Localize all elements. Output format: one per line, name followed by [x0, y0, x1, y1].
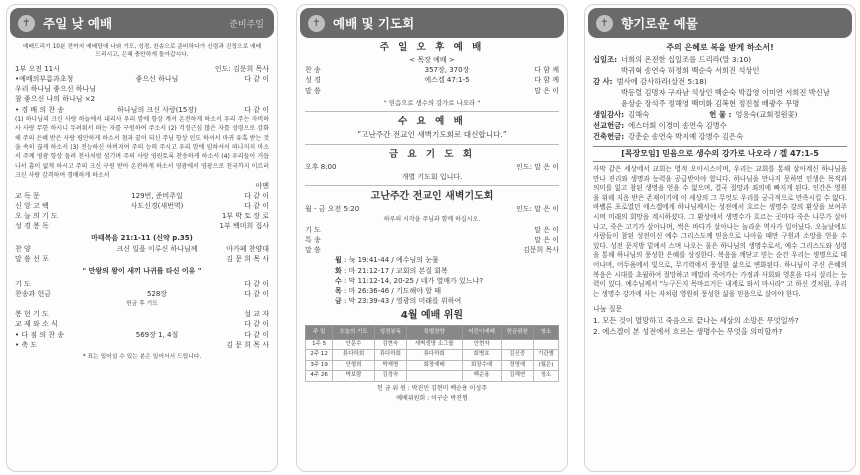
separator: : — [341, 256, 349, 265]
order-leader: 다 같 이 — [244, 75, 269, 84]
table-cell: 안형희 — [333, 360, 375, 371]
volunteer-table — [305, 325, 559, 381]
reading-text: 마 21:12-17 / 교회의 본질 회복 — [348, 266, 448, 275]
offering-label: 헌 물 : — [709, 110, 732, 119]
table-cell: 김해연 — [501, 371, 533, 382]
offering-row — [593, 120, 847, 131]
order-label: 말 씀 선 포 — [15, 255, 49, 264]
order-detail: 좋으신 하나님 — [135, 75, 179, 84]
order-row — [305, 235, 559, 245]
reading-text: 막 11:12-14, 20-25 / 네가 열매가 있느냐? — [348, 276, 484, 285]
order-detail — [395, 235, 499, 245]
offering-label — [593, 87, 617, 98]
fri-leader: 인도: 말 은 이 — [516, 163, 559, 172]
table-cell: 새벽생명 소그룹 — [406, 339, 462, 350]
order-leader: 김 문 희 목 사 — [226, 255, 269, 264]
order-label: 말 씀 — [305, 246, 321, 255]
order-detail — [105, 279, 209, 289]
amen-text: 아멘 — [255, 181, 269, 190]
order-leader: 다 함 께 — [534, 76, 559, 85]
order-detail: 569장 1, 4절 — [135, 330, 179, 339]
order-label: 신 앙 고 백 — [15, 202, 49, 211]
offering-label: 선교헌금: — [593, 121, 625, 130]
pm-order — [305, 65, 559, 96]
reading-text: 마 26:36-46 / 기도해야 할 때 — [348, 287, 442, 296]
table-header: 헌금위원 — [501, 326, 533, 339]
order-row — [15, 279, 269, 289]
table-cell: 박재명 — [374, 360, 406, 371]
separator: : — [341, 287, 349, 296]
sermon-title: " 만왕의 왕이 새끼 나귀를 타신 이유 " — [82, 267, 202, 276]
table-header: 오늘의 기도 — [333, 326, 375, 339]
table-row — [306, 360, 559, 371]
order-leader: 다 같 이 — [244, 320, 269, 329]
order-row — [15, 201, 269, 211]
panel-title: 예배 및 기도회 — [333, 16, 415, 31]
table-row — [306, 371, 559, 382]
scripture-reference: 마태복음 21:1-11 (신약 p.35) — [91, 233, 193, 242]
table-cell: 안현자 — [462, 339, 501, 350]
fri-title: 금 요 기 도 회 — [388, 149, 476, 161]
service-time: 1부 오전 11시 — [15, 64, 60, 73]
order-row — [305, 65, 559, 75]
wed-text: “고난주간 전교인 새벽기도회로 대신합니다.” — [357, 130, 507, 140]
table-cell: 1주 5 — [306, 339, 333, 350]
order-row — [15, 74, 269, 84]
offering-names: 박등렬 김명자 구자남 석상인 백순숙 박갑영 이미연 서희진 박신남 — [621, 88, 830, 97]
church-logo-icon: ✝ — [18, 15, 35, 32]
intro-text: 예배드리기 10분 전까지 예배당에 나와 기도, 성경, 찬송으로 준비하다가 신령과 진정으로 예배드리시고, 은혜 충만하게 돌아갑시다. — [22, 44, 262, 59]
table-cell — [533, 339, 558, 350]
offering-note: 헌금 후 기도 — [126, 300, 158, 307]
reading-row — [335, 276, 559, 286]
order-label: 우리 하나님 좋으신 하나님 참 좋으신 나의 하나님 ×2 — [15, 85, 97, 104]
offering-row — [593, 65, 847, 76]
question-item: 2. 에스겔이 본 성전에서 흐르는 생명수는 무엇을 의미할까? — [593, 327, 783, 337]
order-leader: 다 함 께 — [534, 66, 559, 75]
small-group-heading: [목장모임] 믿음으로 생수의 강가로 나오라 / 겔 47:1-5 — [593, 146, 847, 162]
questions-list — [593, 315, 847, 337]
services-panel — [296, 4, 568, 472]
table-header: 어린이예배 — [462, 326, 501, 339]
order-detail — [395, 86, 499, 96]
order-leader: 다 같 이 — [244, 191, 269, 200]
order-row — [15, 84, 269, 104]
order-list-3 — [15, 244, 269, 264]
offering-row — [593, 109, 847, 120]
dawn-title: 고난주간 전교인 새벽기도회 — [370, 191, 494, 203]
offering-list — [593, 54, 847, 142]
usher-list: 헌 금 위 원 : 박진민 김현미 백순용 이성주 — [376, 384, 488, 392]
offerings-panel — [584, 4, 856, 472]
reading-row — [335, 296, 559, 306]
order-detail: 사도신경(새번역) — [130, 202, 184, 211]
hymn-lyrics: (1) 하나님의 크신 사랑 하늘에서 내리사 우리 맘에 항상 계셔 온전하게 하소서 우리 주는 자비하사 사랑 무한 하시니 두려워서 떠는 자를 구원하여 주소서 (2) 걱정근심 많은 자를 성령으로 감화해 주의 은혜 받은 사랑 평안하게 하소서 첨과 끝이 되신 주님 항상 인도 하셔서 마귀 유혹 받는 것을 속히 끊게 하소서 (3) 전능하신 아버지여 주의 능력 주시고 우리 맘에 임하셔서 떠나지지 마소서 주께 영광 항상 돌려 천사처럼 섬기며 주의 사랑 영원토록 찬송하게 하소서 (4) 우리들이 거듭나서 흠이 없게 하시고 주의 크신 구원 받아 온전하게 하소서 영광에서 영광으로 천국까지 이르러 크신 사랑 감격하여 경배하게 하소서 — [15, 115, 269, 180]
order-detail: 357장, 370장 — [424, 66, 470, 75]
order-list-1 — [15, 74, 269, 115]
order-label: 찬 송 — [305, 66, 321, 75]
order-detail — [105, 319, 209, 329]
table-cell: 3주 19 — [306, 360, 333, 371]
order-leader: 말 은 이 — [534, 225, 559, 234]
fri-time: 오후 8:00 — [305, 163, 337, 172]
reading-row — [335, 266, 559, 276]
table-cell: 정영예 — [501, 360, 533, 371]
offering-label — [593, 65, 617, 76]
order-label: • 다 짐 의 찬 송 — [15, 330, 65, 339]
offering-row — [593, 87, 847, 98]
table-cell: 김현숙 — [374, 339, 406, 350]
order-row — [15, 254, 269, 264]
order-label: • 축 도 — [15, 340, 38, 349]
order-label: 성 경 — [305, 76, 321, 85]
table-cell: 류다하회 — [374, 350, 406, 361]
order-detail: 에스겔 47:1-5 — [424, 76, 470, 85]
order-label: • 경 배 의 찬 송 — [15, 105, 65, 114]
offering-label: 건축헌금: — [593, 132, 625, 141]
table-cell: 류다하회 — [333, 350, 375, 361]
order-row — [15, 319, 269, 329]
order-label: 봉 헌 기 도 — [15, 310, 49, 319]
order-row — [305, 225, 559, 235]
order-detail: 크신 일을 이루신 하나님께 — [116, 244, 198, 253]
order-leader: 다 같 이 — [244, 330, 269, 339]
offering-names: 박귀혁 송연숙 허정희 백순숙 서희진 석상인 — [621, 66, 760, 75]
reading-row — [335, 255, 559, 265]
order-label: 특 송 — [305, 236, 321, 245]
order-row — [15, 330, 269, 340]
order-detail — [105, 221, 209, 231]
offering-names: 엉용숙(교회정원꽃) — [735, 110, 798, 119]
church-logo-icon: ✝ — [308, 15, 325, 32]
order-list-2 — [15, 191, 269, 232]
order-row — [15, 289, 269, 299]
table-header: 성경봉독 — [374, 326, 406, 339]
questions-label: 나눔 질문 — [593, 305, 623, 314]
order-detail — [105, 309, 209, 319]
sermon-summary: 사막 같은 세상에서 교회는 영적 오아시스이며, 우리는 교회를 통해 살아계신 하나님을 만나 진리와 생명과 능력을 공급받아야 합니다. 하나님을 만나지 못하면 인생은 목적과 의미를 잃고 참된 생명을 얻을 수 없으며, 결국 절망과 죄의에 빠지게 된다. 인간은 영원을 위해 지음 받은 존재이기에 이 세상의 그 무엇도 우리를 궁극적으로 만족시킬 수 없다. 바벨론 포로였던 에스겔에게 하나님께서는 성전에서 흐르는 생명수 강의 환상을 보여주시며 미래의 회망을 계시하셨다. 그 환상에서 생명수가 흐르는 곳마다 죽은 나무가 살아나고, 죽은 고기가 살아나며, 썩은 바다가 살아나는 놀라운 역사가 일어났다. 오늘날에도 사람들이 참된 성전이신 예수 그리스도께 믿음으로 나아올 때만 구원과 소망을 얻을 수 있다. 성전 문지방 밑에서 스며 나오는 물은 하나님의 생명수로서, 예수 그리스도와 성령을 통해 하나님의 풍성한 은혜를 상징한다. 복음을 깨닫고 믿는 순간 우리는 생명으로 태어나며, 어두움에서 빛으로, 무기력에서 풍성한 삶으로 변화된다. 하나님이 주신 은혜의 복음은 시대를 초월하여 절망하고 메말라 죽어가는 가정과 사회와 영혼을 다시 살리는 능력이 있다. 예수님께서 "누구든지 목마르거든 내게로 와서 마시라" 고 하신 것처럼, 우리는 생명수 강가에 사는 자처럼 영원히 풍성한 삶을 믿음으로 살아야 한다. — [593, 165, 847, 298]
question-item: 1. 모든 것이 멸망하고 죽음으로 끝나는 세상의 소망은 무엇일까? — [593, 316, 799, 326]
reading-text: 막 23:39-43 / 영광의 미래를 위하여 — [348, 297, 462, 306]
order-row — [15, 244, 269, 254]
panel-header — [300, 8, 564, 38]
reading-text: 눅 19:41-44 / 예수님의 눈물 — [348, 256, 439, 265]
order-leader: 다 같 이 — [244, 289, 269, 298]
panel-header — [588, 8, 852, 38]
offering-names: 김해숙 — [628, 110, 650, 119]
order-row — [305, 75, 559, 85]
order-leader: 1부 박 토 장 로 — [221, 212, 269, 221]
table-cell: 회장수예 — [462, 360, 501, 371]
order-row — [15, 221, 269, 231]
reading-day: 수 — [335, 276, 342, 285]
order-row — [15, 105, 269, 115]
table-cell: 청소 — [533, 371, 558, 382]
daily-readings — [305, 255, 559, 306]
table-title: 4월 예배 위원 — [400, 310, 464, 322]
order-detail: 하나님의 크신 사랑(15장) — [117, 105, 197, 114]
order-label: 찬송과 헌금 — [15, 289, 52, 298]
order-label: 말 씀 — [305, 86, 321, 95]
pm-service-sub: < 목장 예배 > — [409, 56, 455, 64]
order-label: 성 경 봉 독 — [15, 222, 49, 231]
wed-title: 수 요 예 배 — [398, 116, 466, 128]
offering-names: 강춘순 송연숙 박지예 강병수 김은숙 — [628, 132, 744, 141]
order-label: 찬 양 — [15, 244, 31, 253]
offering-row — [593, 98, 847, 109]
table-cell: 류다하회 — [406, 350, 462, 361]
order-detail — [105, 340, 209, 350]
order-leader — [209, 84, 269, 104]
order-label: 교 독 문 — [15, 191, 40, 200]
table-cell: (월은) — [533, 360, 558, 371]
offering-label: 생일감사: — [593, 110, 625, 119]
order-detail: 129번, 준비주일 — [131, 191, 183, 200]
order-row — [15, 191, 269, 201]
order-row — [305, 86, 559, 96]
order-leader: 다 같 이 — [244, 279, 269, 288]
offering-label — [593, 98, 617, 109]
service-leader: 인도: 김문희 목사 — [214, 64, 269, 73]
order-leader: 말 은 이 — [534, 86, 559, 95]
order-detail — [105, 211, 209, 221]
table-header: 특별찬양 — [406, 326, 462, 339]
offering-names: 에스더회 이경미 송연숙 김병수 — [628, 121, 727, 130]
fri-text: 개별 기도회 입니다. — [401, 173, 463, 182]
offering-names: 윤상순 장석주 정해영 백미화 김복현 정진철 배광수 무명 — [621, 99, 800, 108]
table-cell: 김신중 — [501, 350, 533, 361]
order-label: •예배의부름과초청 — [15, 75, 74, 84]
table-cell — [501, 339, 533, 350]
order-list-4 — [15, 279, 269, 299]
panel-header — [10, 8, 274, 38]
panel-subtitle: 준비주일 — [229, 19, 264, 30]
order-leader: 1부 백미희 집사 — [219, 222, 269, 231]
order-leader: 설 교 자 — [244, 310, 269, 319]
table-cell: 백순용 — [462, 371, 501, 382]
order-row — [15, 211, 269, 221]
dawn-leader: 인도: 말 은 이 — [516, 205, 559, 214]
reading-day: 목 — [335, 287, 342, 296]
reading-row — [335, 286, 559, 296]
table-header: 주 일 — [306, 326, 333, 339]
order-label: 오 늘 의 기 도 — [15, 212, 58, 221]
offering-label: 감 사: — [593, 77, 613, 86]
order-row — [15, 340, 269, 350]
dawn-time: 월 - 금 오전 5:20 — [305, 205, 360, 214]
offering-names: 너희의 온전한 십일조를 드리라(말 3:10) — [621, 55, 752, 64]
offering-label: 십일조: — [593, 55, 618, 64]
order-label: 기 도 — [305, 225, 321, 234]
offering-row — [593, 131, 847, 142]
order-row — [15, 309, 269, 319]
pm-quote: " 믿음으로 생수의 강가로 나오라 " — [383, 98, 481, 107]
committee-list: 예배위원회 : 이구순 박진형 — [396, 394, 468, 402]
offering-row — [593, 76, 847, 87]
order-detail: 528장 — [146, 289, 168, 298]
church-logo-icon: ✝ — [596, 15, 613, 32]
table-cell: 김정숙 — [374, 371, 406, 382]
table-cell: 회병호 — [462, 350, 501, 361]
table-cell: 안문수 — [333, 339, 375, 350]
table-cell: 회장예배 — [406, 360, 462, 371]
order-leader: 다 같 이 — [244, 105, 269, 114]
table-cell: 기관별 — [533, 350, 558, 361]
panel-title: 향기로운 예물 — [621, 16, 698, 31]
table-cell: 박보람 — [333, 371, 375, 382]
table-cell: 2주 12 — [306, 350, 333, 361]
offering-heading: 주의 은혜로 복을 받게 하소서! — [666, 43, 774, 52]
separator: : — [341, 266, 349, 275]
panel-title: 주일 낮 예배 — [43, 16, 113, 31]
offering-row — [593, 54, 847, 65]
order-leader: 말 은 이 — [534, 236, 559, 245]
order-leader: 아가페 찬양대 — [226, 244, 269, 253]
order-label: 교 제 와 소 식 — [15, 320, 58, 329]
pm-service-title: 주 일 오 후 예 배 — [379, 42, 485, 53]
order-detail — [105, 84, 209, 104]
table-row — [306, 350, 559, 361]
worship-order-panel — [6, 4, 278, 472]
offering-names: 범사에 감사하라(살전 5:18) — [616, 77, 707, 86]
order-label: 기 도 — [15, 279, 31, 288]
order-leader: 김문희 목사 — [522, 246, 559, 255]
table-row — [306, 339, 559, 350]
dawn-note: 하루의 시작을 주님과 함께 하십시오. — [383, 215, 481, 223]
separator: : — [341, 297, 349, 306]
order-list-5 — [15, 309, 269, 350]
table-cell: 4주 26 — [306, 371, 333, 382]
reading-day: 월 — [335, 256, 342, 265]
table-header: 청소 — [533, 326, 558, 339]
reading-day: 화 — [335, 266, 342, 275]
order-detail — [395, 225, 499, 235]
footnote: * 표는 일어설 수 있는 분은 일어서서 드립니다. — [82, 353, 202, 360]
table-cell — [406, 371, 462, 382]
reading-day: 금 — [335, 297, 342, 306]
separator: : — [341, 276, 349, 285]
order-detail — [105, 254, 209, 264]
order-detail — [395, 245, 499, 255]
order-leader: 김 문 희 목 사 — [226, 340, 269, 349]
order-row — [305, 245, 559, 255]
dawn-order — [305, 225, 559, 256]
order-leader: 다 같 이 — [244, 202, 269, 211]
